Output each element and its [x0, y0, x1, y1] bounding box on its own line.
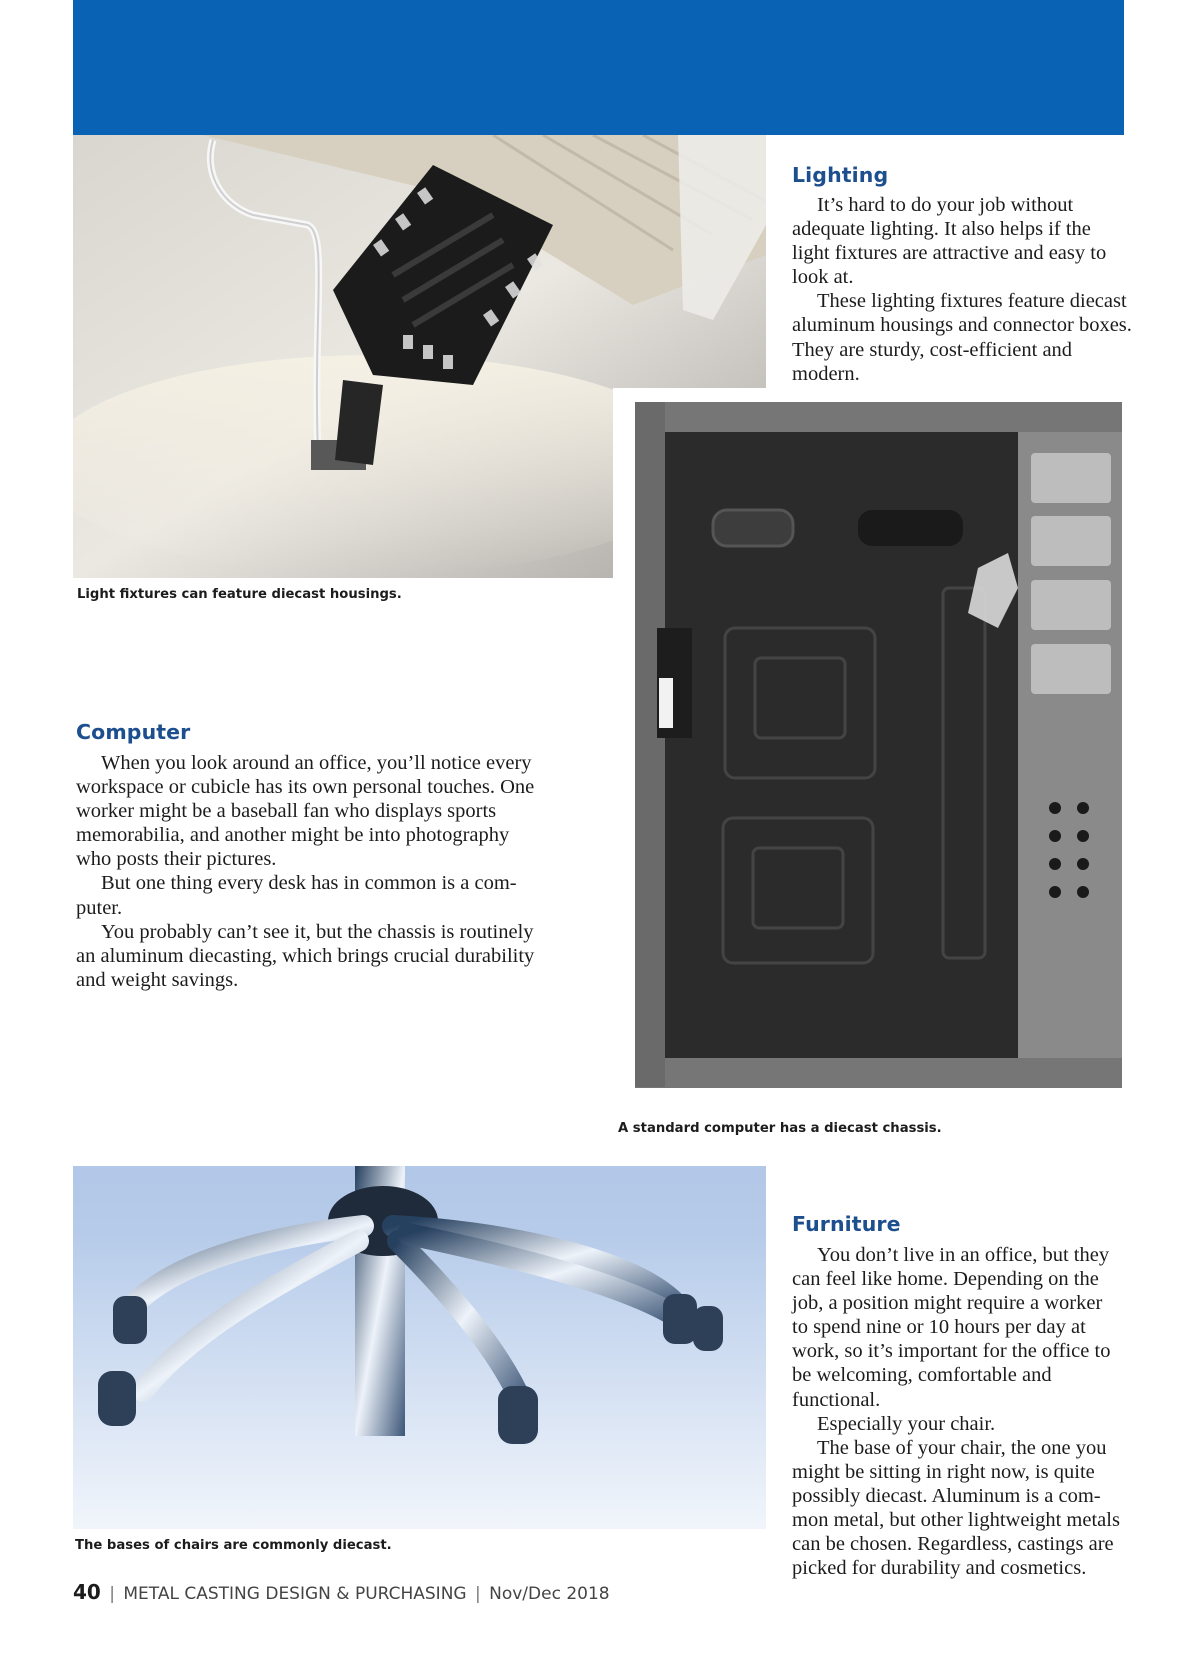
furniture-paragraph: The base of your chair, the one you might be sitting in right now, is quite possibly diecast. Aluminum is a common metal, but other lightweight metals can be chosen. Regardless, castings are picked for durability and cosmetics. [792, 1436, 1120, 1580]
lighting-paragraph: It’s hard to do your job without adequate lighting. It also helps if the light fixtures are attractive and easy to look at. [792, 194, 1107, 289]
furniture-body [792, 1243, 1122, 1580]
footer-separator: | [474, 1584, 481, 1604]
lighting-heading: Lighting [792, 163, 889, 187]
computer-paragraph: When you look around an office, you’ll notice every workspace or cubicle has its own personal touches. One worker might be a baseball fan who displays sports memorabilia, and another might be into photography who posts their pictures. [76, 752, 535, 871]
lighting-paragraph: These lighting fixtures feature diecast aluminum housings and connector boxes. They are sturdy, cost-efficient and modern. [792, 290, 1132, 385]
furniture-paragraph: Especially your chair. [817, 1412, 996, 1435]
chair-base-photo [73, 1166, 766, 1529]
lighting-caption: Light fixtures can feature diecast housings. [77, 587, 402, 602]
furniture-heading: Furniture [792, 1212, 901, 1236]
header-banner [73, 0, 1124, 135]
computer-body [76, 751, 539, 992]
computer-caption: A standard computer has a diecast chassis. [618, 1121, 942, 1136]
computer-heading: Computer [76, 720, 191, 744]
issue-date: Nov/Dec 2018 [489, 1584, 610, 1604]
footer-separator: | [109, 1584, 115, 1604]
lighting-body [792, 193, 1132, 386]
computer-chassis-photo [613, 388, 1128, 1100]
page-number: 40 [73, 1580, 101, 1604]
computer-paragraph: But one thing every desk has in common is a computer. [76, 872, 517, 919]
furniture-paragraph: You don’t live in an office, but they can feel like home. Depending on the job, a position might require a worker to spend nine or 10 hours per day at work, so it’s important for the office to be welcoming, comfortable and functional. [792, 1244, 1111, 1411]
computer-paragraph: You probably can’t see it, but the chassis is routinely an aluminum diecasting, which brings crucial durability and weight savings. [76, 920, 535, 991]
publication-name: METAL CASTING DESIGN & PURCHASING [123, 1584, 467, 1604]
page-footer [73, 1580, 610, 1604]
chair-caption: The bases of chairs are commonly diecast. [75, 1538, 392, 1553]
